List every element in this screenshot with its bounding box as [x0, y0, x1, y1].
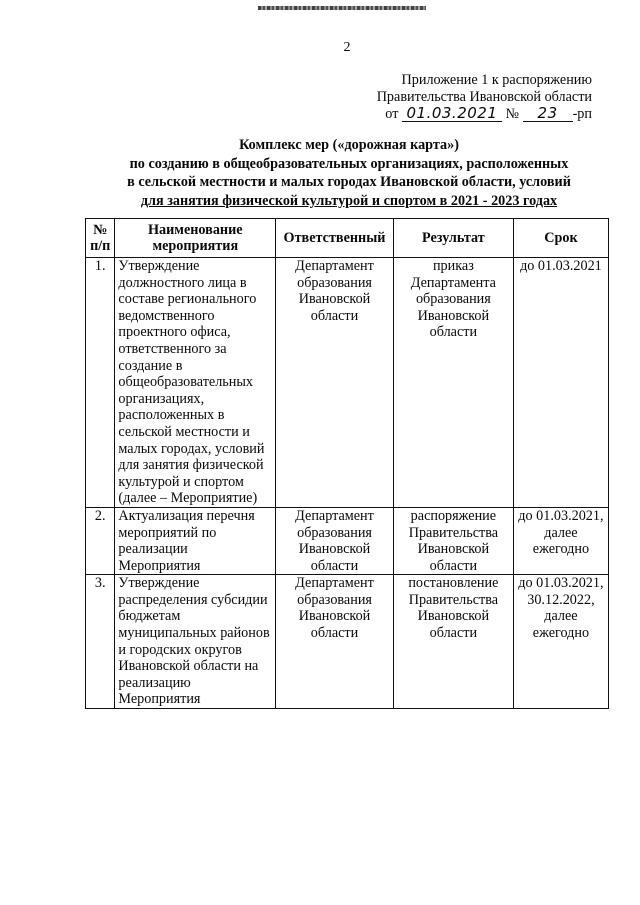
appendix-block: [377, 72, 592, 123]
appendix-suffix: -рп: [572, 106, 592, 122]
table-row: [86, 575, 609, 709]
row-term: до 01.03.2021, далее ежегодно: [513, 507, 608, 574]
header-term: Срок: [513, 219, 608, 258]
row-result: постановление Правительства Ивановской области: [393, 575, 513, 709]
appendix-number-label: №: [505, 106, 520, 122]
page-number: 2: [343, 40, 351, 55]
row-num: 1.: [86, 258, 115, 508]
title-line-3: в сельской местности и малых городах Ивановской области, условий: [127, 174, 571, 190]
header-name: Наименование мероприятия: [115, 219, 276, 258]
row-num: 2.: [86, 507, 115, 574]
row-name: Актуализация перечня мероприятий по реализации Мероприятия: [115, 507, 276, 574]
appendix-date-handwritten: 01.03.2021: [402, 106, 502, 122]
title-line-4: для занятия физической культурой и спортом в 2021 - 2023 годах: [140, 192, 558, 209]
row-term: до 01.03.2021, 30.12.2022, далее ежегодно: [513, 575, 608, 709]
roadmap-table: [85, 218, 609, 709]
row-name: Утверждение распределения субсидии бюджетам муниципальных районов и городских округов Ивановской области на реализацию Мероприятия: [115, 575, 276, 709]
row-name: Утверждение должностного лица в составе регионального ведомственного проектного офиса, ответственного за создание в общеобразовательных организациях, расположенных в сельской местности и малых городах, условий для занятия физической культурой и спортом (далее – Мероприятие): [115, 258, 276, 508]
table-row: [86, 258, 609, 508]
table-header-row: [86, 219, 609, 258]
row-term: до 01.03.2021: [513, 258, 608, 508]
document-title: [96, 136, 602, 210]
header-scan-mark: [258, 6, 426, 10]
appendix-line-1: Приложение 1 к распоряжению: [401, 72, 592, 88]
title-line-1: Комплекс мер («дорожная карта»): [239, 137, 459, 153]
appendix-number-handwritten: 23: [523, 106, 573, 122]
appendix-line-2: Правительства Ивановской области: [376, 89, 592, 105]
row-responsible: Департамент образования Ивановской области: [276, 575, 394, 709]
row-num: 3.: [86, 575, 115, 709]
title-line-2: по созданию в общеобразовательных организациях, расположенных: [129, 155, 569, 172]
row-responsible: Департамент образования Ивановской области: [276, 258, 394, 508]
appendix-line-3: [377, 106, 592, 123]
header-num: № п/п: [86, 219, 115, 258]
header-result: Результат: [393, 219, 513, 258]
table-row: [86, 507, 609, 574]
row-responsible: Департамент образования Ивановской области: [276, 507, 394, 574]
header-responsible: Ответственный: [276, 219, 394, 258]
row-result: распоряжение Правительства Ивановской области: [393, 507, 513, 574]
row-result: приказ Департамента образования Ивановской области: [393, 258, 513, 508]
appendix-from-label: от: [385, 106, 399, 122]
